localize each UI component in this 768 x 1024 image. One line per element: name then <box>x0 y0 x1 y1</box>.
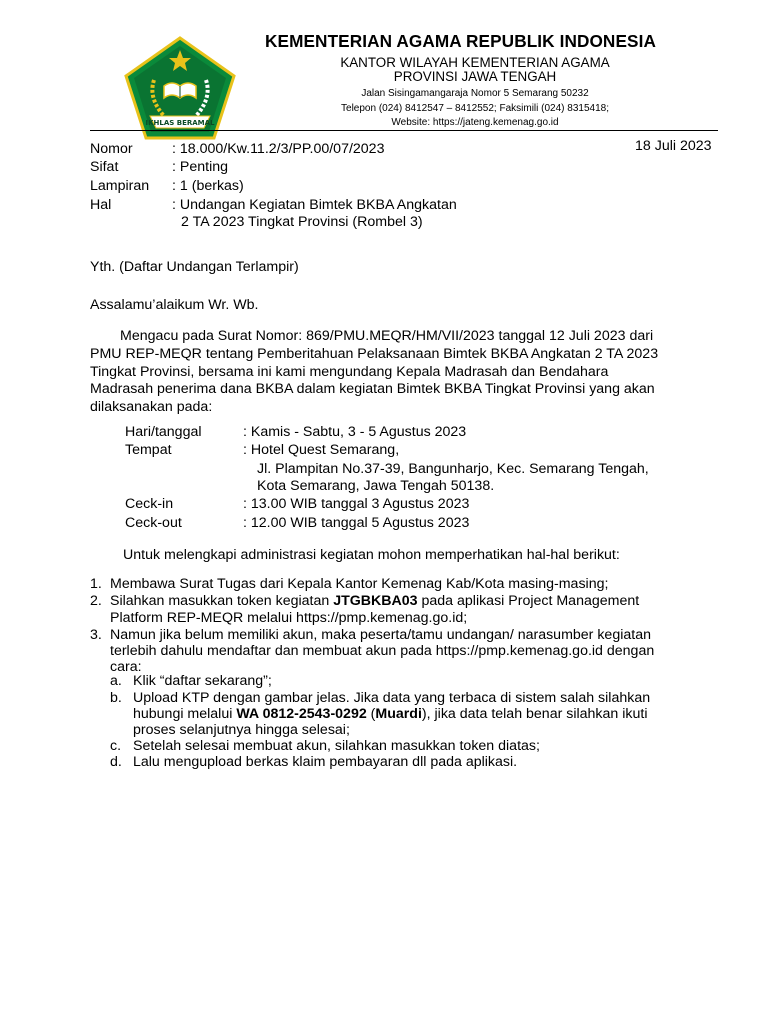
sub-c-text: Setelah selesai membuat akun, silahkan masukkan token diatas; <box>133 738 540 754</box>
ministry-name: KEMENTERIAN AGAMA REPUBLIK INDONESIA <box>265 31 656 51</box>
meta-label-sifat: Sifat <box>90 159 119 175</box>
meta-label-nomor: Nomor <box>90 141 133 157</box>
schedule-value-checkout: : 12.00 WIB tanggal 5 Agustus 2023 <box>243 515 470 531</box>
contact-name: Muardi <box>375 706 422 722</box>
schedule-label-place: Tempat <box>125 442 172 458</box>
schedule-label-checkout: Ceck-out <box>125 515 182 531</box>
recipient: Yth. (Daftar Undangan Terlampir) <box>90 259 299 275</box>
sub-d-letter: d. <box>110 754 122 770</box>
item-3-number: 3. <box>90 627 102 643</box>
phone-line: Telepon (024) 8412547 – 8412552; Faksimili (024) 8315418; <box>341 102 609 114</box>
office-name <box>265 56 685 84</box>
meta-label-lampiran: Lampiran <box>90 178 150 194</box>
sub-b-line3: proses selanjutnya hingga selesai; <box>133 722 350 738</box>
sub-b-post: ), jika data telah benar silahkan ikuti <box>421 706 648 722</box>
meta-value-hal-cont: 2 TA 2023 Tingkat Provinsi (Rombel 3) <box>181 214 423 230</box>
province-line: PROVINSI JAWA TENGAH <box>393 69 557 84</box>
meta-value-hal: : Undangan Kegiatan Bimtek BKBA Angkatan <box>172 197 457 213</box>
meta-value-lampiran: : 1 (berkas) <box>172 178 244 194</box>
intro-line-5: dilaksanakan pada: <box>90 399 213 415</box>
schedule-value-checkin: : 13.00 WIB tanggal 3 Agustus 2023 <box>243 496 470 512</box>
contact-block <box>265 87 685 131</box>
schedule-place-city: Kota Semarang, Jawa Tengah 50138. <box>257 478 495 494</box>
schedule-label-date: Hari/tanggal <box>125 424 202 440</box>
sub-d-text: Lalu mengupload berkas klaim pembayaran dll pada aplikasi. <box>133 754 518 770</box>
sub-b-line1: Upload KTP dengan gambar jelas. Jika data yang terbaca di sistem salah silahkan <box>133 690 651 706</box>
item-3-line2: terlebih dahulu mendaftar dan membuat akun pada https://pmp.kemenag.go.id dengan <box>110 643 655 659</box>
item-2-line2: Platform REP-MEQR melalui https://pmp.kemenag.go.id; <box>110 610 468 626</box>
intro-line-4: Madrasah penerima dana BKBA dalam kegiatan Bimtek BKBA Tingkat Provinsi yang akan <box>90 381 655 397</box>
item-1-number: 1. <box>90 576 102 592</box>
item-2-post: pada aplikasi Project Management <box>417 593 640 609</box>
logo-ribbon-text: IKHLAS BERAMAL <box>145 119 215 127</box>
kemenag-logo <box>124 36 236 140</box>
letter-date: 18 Juli 2023 <box>635 138 712 154</box>
item-3-line1: Namun jika belum memiliki akun, maka peserta/tamu undangan/ narasumber kegiatan <box>110 627 651 643</box>
item-3-line3: cara: <box>110 659 142 675</box>
schedule-value-date: : Kamis - Sabtu, 3 - 5 Agustus 2023 <box>243 424 467 440</box>
sub-b-pre: hubungi melalui <box>133 706 237 722</box>
address-line: Jalan Sisingamangaraja Nomor 5 Semarang 50232 <box>361 88 589 99</box>
greeting: Assalamu’alaikum Wr. Wb. <box>90 297 259 313</box>
item-2-pre: Silahkan masukkan token kegiatan <box>110 593 334 609</box>
meta-value-nomor: : 18.000/Kw.11.2/3/PP.00/07/2023 <box>172 141 385 157</box>
schedule-label-checkin: Ceck-in <box>125 496 174 512</box>
item-2-number: 2. <box>90 593 102 609</box>
meta-label-hal: Hal <box>90 197 112 213</box>
sub-b-mid: ( <box>366 706 376 722</box>
sub-c-letter: c. <box>110 738 122 754</box>
meta-value-sifat: : Penting <box>172 159 229 175</box>
item-2-text <box>110 592 639 610</box>
schedule-place-address: Jl. Plampitan No.37-39, Bangunharjo, Kec. Semarang Tengah, <box>257 461 649 477</box>
office-line: KANTOR WILAYAH KEMENTERIAN AGAMA <box>340 55 610 70</box>
sub-a-letter: a. <box>110 673 122 689</box>
admin-note: Untuk melengkapi administrasi kegiatan mohon memperhatikan hal-hal berikut: <box>123 547 620 563</box>
event-token: JTGBKBA03 <box>333 593 418 609</box>
intro-line-1: Mengacu pada Surat Nomor: 869/PMU.MEQR/HM/VII/2023 tanggal 12 Juli 2023 dari <box>120 328 654 344</box>
whatsapp-number: WA 0812-2543-0292 <box>236 706 367 722</box>
sub-a-text: Klik “daftar sekarang”; <box>133 673 272 689</box>
sub-b-letter: b. <box>110 690 122 706</box>
schedule-value-place: : Hotel Quest Semarang, <box>243 442 400 458</box>
item-1-text: Membawa Surat Tugas dari Kepala Kantor Kemenag Kab/Kota masing-masing; <box>110 576 609 592</box>
letterhead-divider <box>90 130 718 131</box>
intro-line-3: Tingkat Provinsi, bersama ini kami mengundang Kepala Madrasah dan Bendahara <box>90 364 609 380</box>
website-line: Website: https://jateng.kemenag.go.id <box>391 117 559 128</box>
intro-line-2: PMU REP-MEQR tentang Pemberitahuan Pelaksanaan Bimtek BKBA Angkatan 2 TA 2023 <box>90 346 659 362</box>
